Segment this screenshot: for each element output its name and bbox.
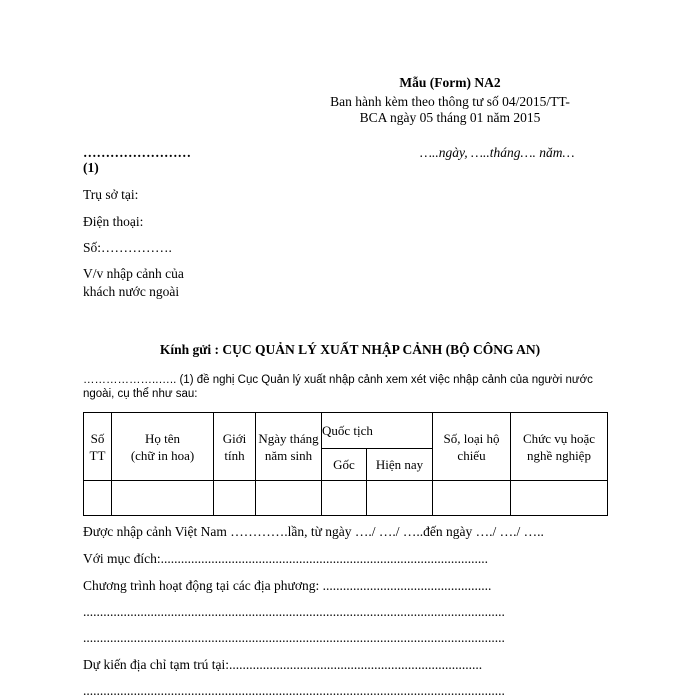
header-name-2: (chữ in hoa)	[130, 447, 195, 463]
header-job	[511, 413, 608, 481]
cell-passport[interactable]	[433, 481, 511, 516]
cell-stt[interactable]	[84, 481, 112, 516]
header-dob	[256, 413, 322, 481]
cell-origin[interactable]	[322, 481, 367, 516]
program-line: Chương trình hoạt động tại các địa phương: ..................................................	[83, 578, 492, 593]
header-dob-1: Ngày tháng	[258, 430, 319, 446]
header-job-2: nghề nghiệp	[527, 447, 591, 463]
header-nationality: Quốc tịch	[322, 413, 433, 449]
cell-dob[interactable]	[256, 481, 322, 516]
dots-line-2: .............................................................................................................................	[83, 630, 505, 645]
subject-line-1: V/v nhập cảnh của	[83, 266, 184, 281]
sender-name-dots: ……………………	[83, 145, 191, 160]
sender-address: Trụ sở tại:	[83, 187, 139, 202]
recipient-heading: Kính gửi : CỤC QUẢN LÝ XUẤT NHẬP CẢNH (BỘ CÔNG AN)	[159, 342, 541, 357]
cell-job[interactable]	[511, 481, 608, 516]
header-job-1: Chức vụ hoặc	[522, 430, 596, 446]
dots-line-3: .............................................................................................................................	[83, 683, 505, 698]
issued-line-1: Ban hành kèm theo thông tư số 04/2015/TT-	[330, 94, 570, 109]
sender-note: (1)	[83, 160, 99, 175]
date-line: …..ngày, …..tháng…. năm…	[420, 145, 575, 160]
request-text-1: ………………..….. (1) đề nghị Cục Quản lý xuất nhập cảnh xem xét việc nhập cảnh của người nước	[83, 374, 593, 386]
request-line-1	[83, 371, 593, 387]
foreigner-table	[83, 412, 608, 516]
entry-line: Được nhập cảnh Việt Nam ………….lần, từ ngày …./ …./ …..đến ngày …./ …./ …..	[83, 524, 544, 539]
header-name-1: Họ tên	[144, 430, 181, 446]
dots-line-1: .............................................................................................................................	[83, 604, 505, 619]
cell-name[interactable]	[112, 481, 214, 516]
header-gender-1: Giới	[222, 430, 247, 446]
purpose-line: Với mục đích:.................................................................................................	[83, 551, 488, 566]
header-gender-2: tính	[224, 447, 245, 463]
residence-line: Dự kiến địa chỉ tạm trú tại:...........................................................................	[83, 657, 483, 672]
header-passport-2: chiếu	[457, 447, 486, 463]
header-origin: Gốc	[322, 449, 367, 481]
header-name	[112, 413, 214, 481]
subject-line-2: khách nước ngoài	[83, 284, 180, 299]
header-passport-1: Số, loại hộ	[443, 430, 500, 446]
issued-line-2: BCA ngày 05 tháng 01 năm 2015	[359, 110, 541, 125]
table-row	[84, 481, 608, 516]
request-line-2: ngoài, cụ thể như sau:	[83, 388, 198, 400]
header-current: Hiện nay	[367, 449, 433, 481]
sender-phone: Điện thoại:	[83, 214, 144, 229]
cell-gender[interactable]	[214, 481, 256, 516]
cell-current[interactable]	[367, 481, 433, 516]
header-dob-2: năm sinh	[264, 447, 313, 463]
form-title: Mẫu (Form) NA2	[399, 75, 501, 90]
sender-number: Số:…………….	[83, 240, 172, 255]
header-stt: Số TT	[84, 413, 112, 481]
header-gender	[214, 413, 256, 481]
header-passport	[433, 413, 511, 481]
